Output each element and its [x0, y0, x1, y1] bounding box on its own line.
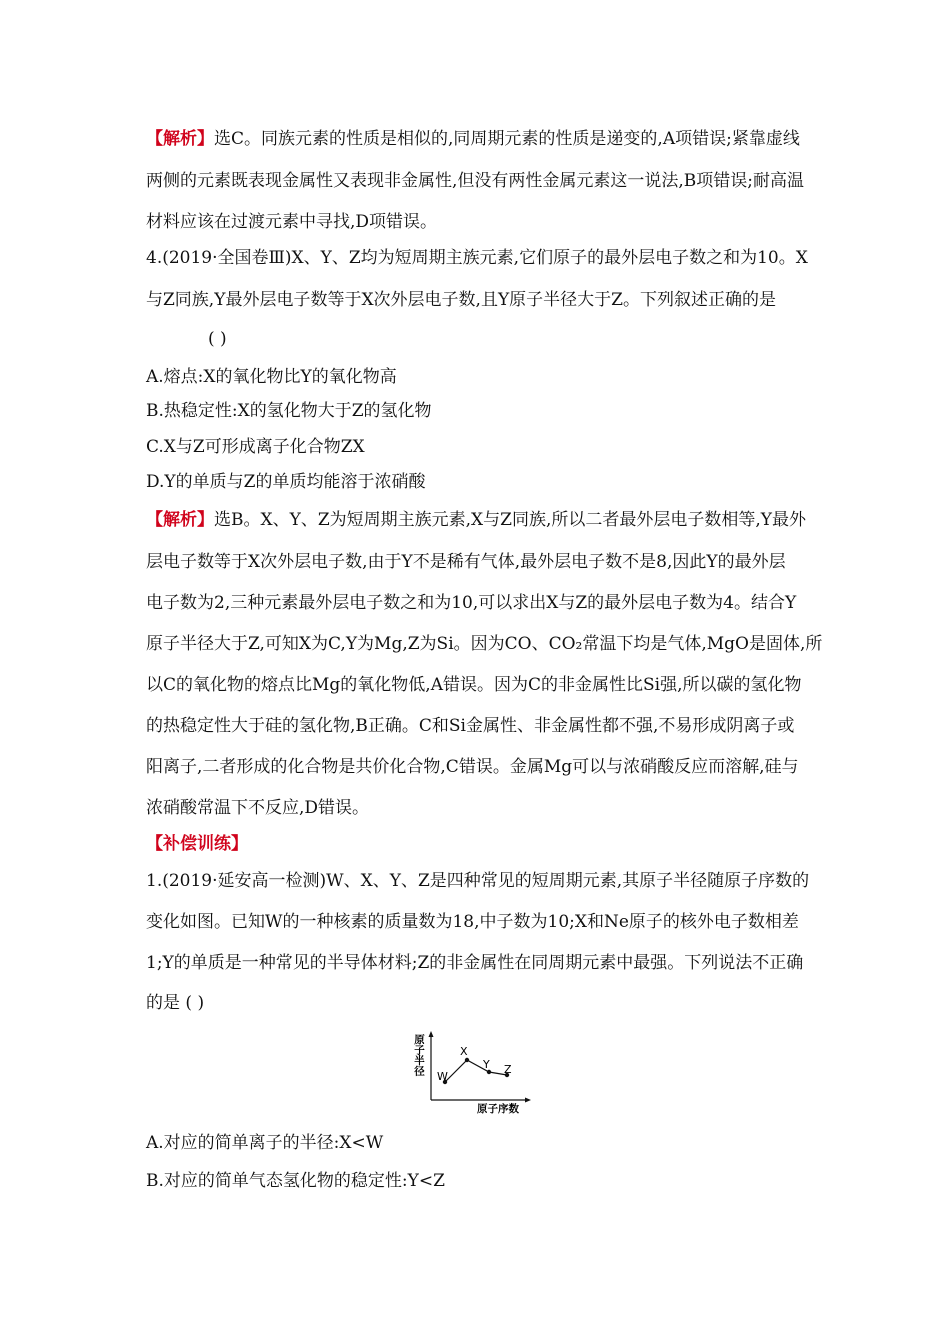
- analysis2-line7: 阳离子,二者形成的化合物是共价化合物,C错误。金属Mg可以与浓硝酸反应而溶解,硅与: [146, 757, 799, 777]
- analysis1-line3: 材料应该在过渡元素中寻找,D项错误。: [146, 212, 438, 232]
- option-d: D.Y的单质与Z的单质均能溶于浓硝酸: [146, 472, 426, 492]
- option-c: C.X与Z可形成离子化合物ZX: [146, 437, 365, 457]
- analysis1-line1: 【解析】选C。同族元素的性质是相似的,同周期元素的性质是递变的,A项错误;紧靠虚线: [146, 129, 800, 149]
- supplement-q1-line4: 的是 ( ): [146, 993, 205, 1013]
- trend-line: [445, 1060, 507, 1082]
- point-label-y: Y: [483, 1058, 490, 1071]
- point-x: [465, 1058, 469, 1062]
- analysis-tag: 【解析】: [146, 129, 214, 149]
- analysis1-line2: 两侧的元素既表现金属性又表现非金属性,但没有两性金属元素这一说法,B项错误;耐高温: [146, 171, 805, 191]
- supplement-q1-line1: 1.(2019·延安高一检测)W、X、Y、Z是四种常见的短周期元素,其原子半径随原子序数的: [146, 871, 810, 891]
- option-a: A.熔点:X的氧化物比Y的氧化物高: [146, 367, 397, 387]
- question4-line2: 与Z同族,Y最外层电子数等于X次外层电子数,且Y原子半径大于Z。下列叙述正确的是: [146, 290, 776, 310]
- answer-blank: ( ): [208, 329, 227, 349]
- analysis2-line1: 【解析】选B。X、Y、Z为短周期主族元素,X与Z同族,所以二者最外层电子数相等,Y最外: [146, 510, 806, 530]
- analysis2-line5: 以C的氧化物的熔点比Mg的氧化物低,A错误。因为C的非金属性比Si强,所以碳的氢化物: [146, 675, 802, 695]
- y-axis-label: 原子半径: [413, 1034, 425, 1076]
- point-label-z: Z: [504, 1063, 512, 1076]
- supplement-option-b: B.对应的简单气态氢化物的稳定性:Y<Z: [146, 1171, 445, 1191]
- y-axis-arrow: [429, 1031, 434, 1037]
- point-label-x: X: [460, 1045, 468, 1058]
- analysis-tag: 【解析】: [146, 510, 214, 530]
- x-axis-label: 原子序数: [477, 1103, 519, 1115]
- analysis2-line8: 浓硝酸常温下不反应,D错误。: [146, 798, 370, 818]
- point-label-w: W: [437, 1070, 448, 1083]
- analysis2-line2: 层电子数等于X次外层电子数,由于Y不是稀有气体,最外层电子数不是8,因此Y的最外层: [146, 552, 786, 572]
- supplement-option-a: A.对应的简单离子的半径:X<W: [146, 1133, 384, 1153]
- supplement-heading: 【补偿训练】: [146, 834, 248, 854]
- supplement-q1-line3: 1;Y的单质是一种常见的半导体材料;Z的非金属性在同周期元素中最强。下列说法不正确: [146, 953, 804, 973]
- question4-line1: 4.(2019·全国卷Ⅲ)X、Y、Z均为短周期主族元素,它们原子的最外层电子数之和为10。X: [146, 248, 808, 268]
- option-b: B.热稳定性:X的氢化物大于Z的氢化物: [146, 401, 432, 421]
- x-axis-arrow: [525, 1098, 531, 1103]
- analysis2-line6: 的热稳定性大于硅的氢化物,B正确。C和Si金属性、非金属性都不强,不易形成阴离子或: [146, 716, 795, 736]
- supplement-q1-line2: 变化如图。已知W的一种核素的质量数为18,中子数为10;X和Ne原子的核外电子数相差: [146, 912, 799, 932]
- atomic-radius-figure: [415, 1028, 535, 1114]
- analysis2-line3: 电子数为2,三种元素最外层电子数之和为10,可以求出X与Z的最外层电子数为4。结合Y: [146, 593, 797, 613]
- analysis2-line4: 原子半径大于Z,可知X为C,Y为Mg,Z为Si。因为CO、CO₂常温下均是气体,MgO是固体,所: [146, 634, 823, 654]
